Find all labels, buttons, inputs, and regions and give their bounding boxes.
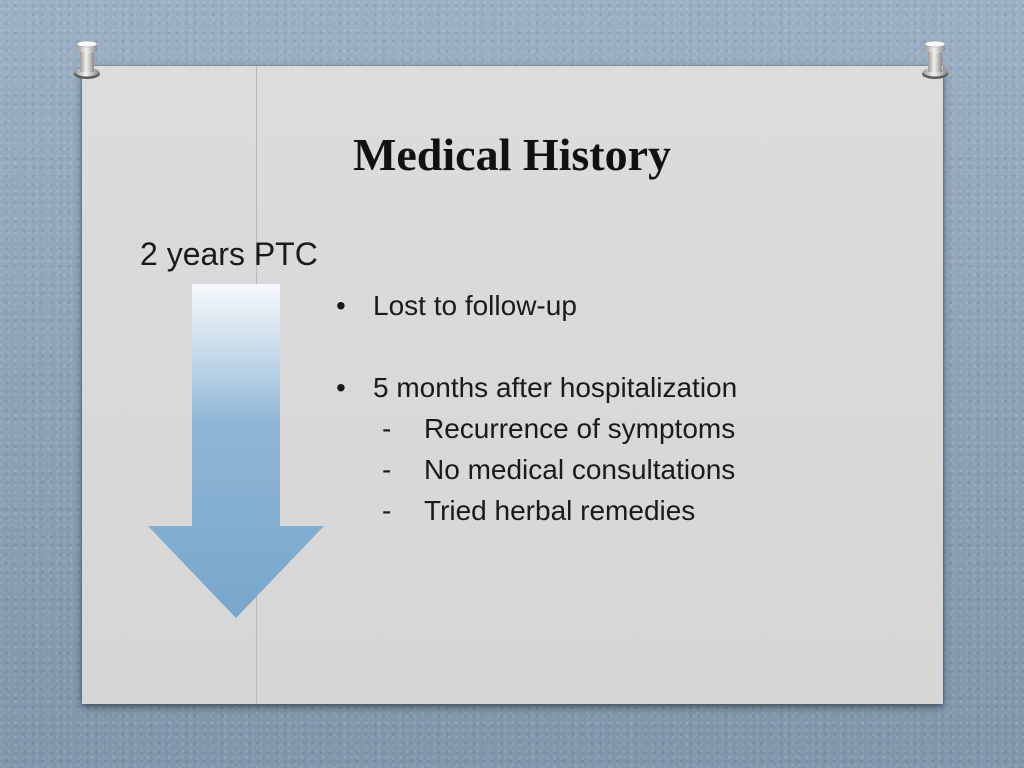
- bullet-list: [336, 286, 936, 531]
- sub-bullet-text: Tried herbal remedies: [424, 495, 696, 526]
- down-arrow-icon: [148, 284, 324, 618]
- pushpin-icon: [72, 40, 102, 80]
- sub-bullet-marker: -: [382, 454, 392, 485]
- sub-bullet-item: [336, 490, 936, 531]
- sub-bullet-text: No medical consultations: [424, 454, 736, 485]
- pushpin-icon: [920, 40, 950, 80]
- timeline-label: 2 years PTC: [140, 236, 318, 272]
- bullet-item: [336, 286, 936, 326]
- bullet-text: 5 months after hospitalization: [373, 372, 738, 403]
- slide-title-text: Medical History: [352, 129, 672, 180]
- bullet-item: [336, 368, 936, 408]
- bullet-marker: •: [336, 372, 346, 403]
- slide-title: [0, 128, 1024, 181]
- sub-bullet-item: [336, 449, 936, 490]
- sub-bullet-text: Recurrence of symptoms: [424, 413, 736, 444]
- bullet-marker: •: [336, 290, 346, 321]
- sub-bullet-marker: -: [382, 413, 392, 444]
- bullet-text: Lost to follow-up: [373, 290, 577, 321]
- sub-bullet-item: [336, 408, 936, 449]
- sub-bullet-marker: -: [382, 495, 392, 526]
